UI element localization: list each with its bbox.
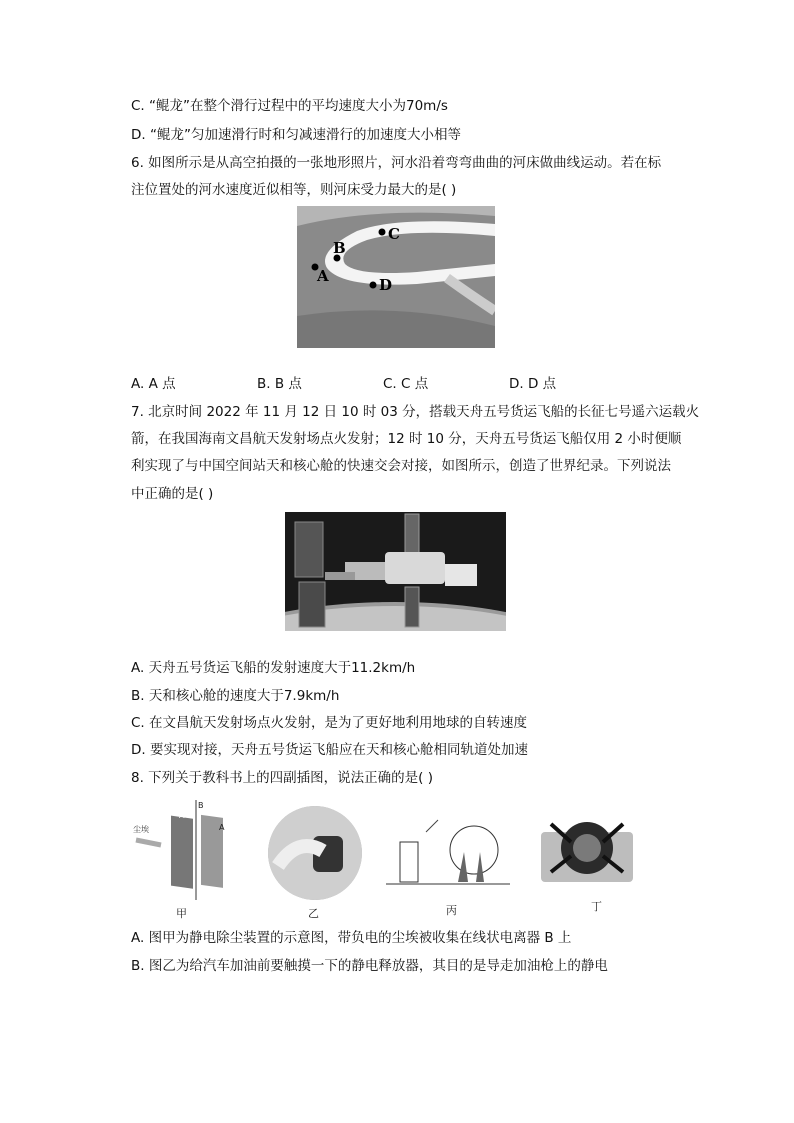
q8-stem: 8. 下列关于教科书上的四副插图，说法正确的是( ) xyxy=(131,770,433,786)
q5-option-d: D. “鲲龙”匀加速滑行时和匀减速滑行的加速度大小相等 xyxy=(131,127,461,143)
figure-bing xyxy=(386,812,510,888)
q7-stem-line4: 中正确的是( ) xyxy=(131,486,214,502)
space-station-photo xyxy=(285,512,506,631)
caption-jia: 甲 xyxy=(176,907,187,920)
q7-stem-line1: 7. 北京时间 2022 年 11 月 12 日 10 时 03 分，搭载天舟五号货运飞船的长征七号遥六运载火 xyxy=(131,404,700,420)
point-d-marker xyxy=(370,282,377,289)
wire-b: B xyxy=(198,801,204,810)
q7-stem-line3: 利实现了与中国空间站天和核心舱的快速交会对接，如图所示，创造了世界纪录。下列说法 xyxy=(131,458,671,474)
label-c: C xyxy=(388,225,400,243)
label-d: D xyxy=(379,276,393,294)
plate-a-right: A xyxy=(219,823,225,832)
plate-a-left: A xyxy=(179,811,185,820)
caption-bing: 丙 xyxy=(446,904,457,917)
caption-ding: 丁 xyxy=(591,900,602,913)
q7-option-a: A. 天舟五号货运飞船的发射速度大于11.2km/h xyxy=(131,660,416,676)
q6-options xyxy=(131,374,691,396)
figure-jia xyxy=(131,800,251,910)
river-diagram xyxy=(297,206,495,348)
q7-option-d: D. 要实现对接，天舟五号货运飞船应在天和核心舱相同轨道处加速 xyxy=(131,742,528,758)
q7-stem-line2: 箭，在我国海南文昌航天发射场点火发射；12 时 10 分，天舟五号货运飞船仅用 2 小时便顺 xyxy=(131,431,682,447)
q5-option-c: C. “鲲龙”在整个滑行过程中的平均速度大小为70m/s xyxy=(131,98,448,114)
label-a: A xyxy=(317,267,329,285)
q8-option-a: A. 图甲为静电除尘装置的示意图，带负电的尘埃被收集在线状电离器 B 上 xyxy=(131,930,572,946)
q7-option-c: C. 在文昌航天发射场点火发射，是为了更好地利用地球的自转速度 xyxy=(131,715,528,731)
caption-yi: 乙 xyxy=(308,907,319,920)
point-c-marker xyxy=(379,229,386,236)
q7-option-b: B. 天和核心舱的速度大于7.9km/h xyxy=(131,688,340,704)
q6-stem-line2: 注位置处的河水速度近似相等，则河床受力最大的是( ) xyxy=(131,182,457,198)
q6-option-a: A. A 点 xyxy=(131,376,176,392)
river-photo xyxy=(297,206,495,348)
figure-yi xyxy=(268,806,362,900)
q6-option-d: D. D 点 xyxy=(509,376,557,392)
label-b: B xyxy=(333,239,346,257)
q8-option-b: B. 图乙为给汽车加油前要触摸一下的静电释放器，其目的是导走加油枪上的静电 xyxy=(131,958,608,974)
q6-option-c: C. C 点 xyxy=(383,376,429,392)
dust-label: 尘埃 xyxy=(133,825,149,834)
figure-ding xyxy=(541,812,633,890)
q6-stem-line1: 6. 如图所示是从高空拍摄的一张地形照片，河水沿着弯弯曲曲的河床做曲线运动。若在标 xyxy=(131,155,662,171)
q6-option-b: B. B 点 xyxy=(257,376,302,392)
